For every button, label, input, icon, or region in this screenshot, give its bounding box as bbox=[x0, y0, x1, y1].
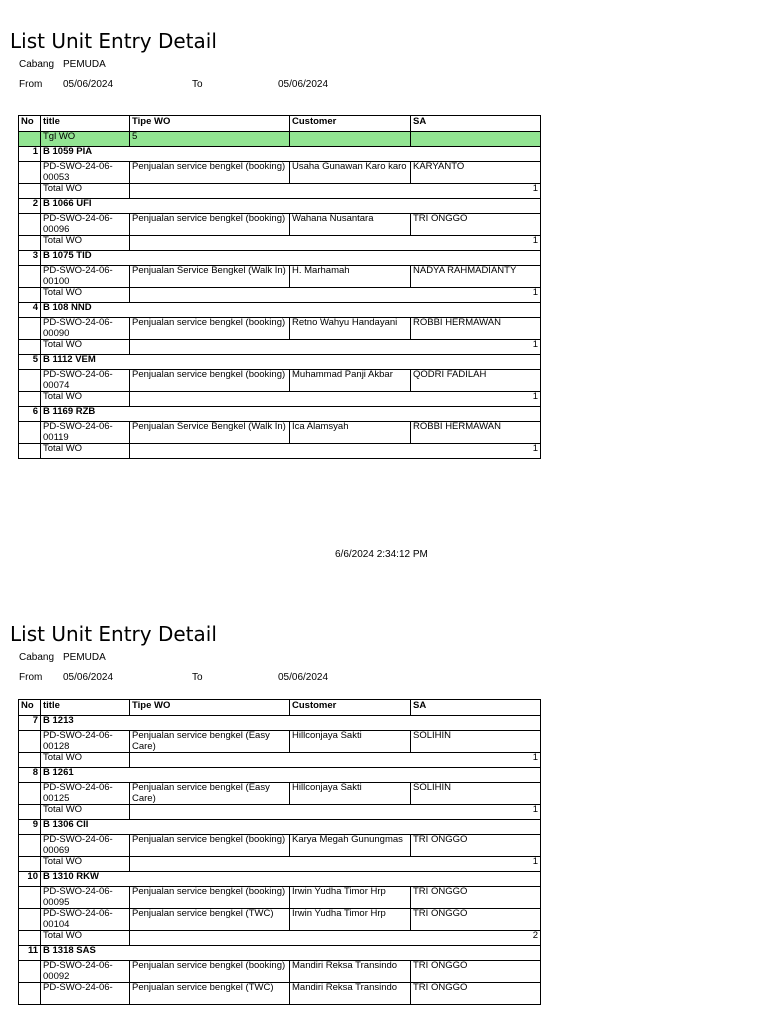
sa-name: QODRI FADILAH bbox=[411, 370, 541, 392]
vehicle-group-row bbox=[19, 407, 541, 422]
sa-name: KARYANTO bbox=[411, 162, 541, 184]
vehicle-group-row bbox=[19, 820, 541, 835]
tipe-wo: Penjualan service bengkel (Easy Care) bbox=[130, 783, 290, 805]
table-header-row bbox=[19, 700, 541, 716]
customer-name: Wahana Nusantara bbox=[290, 214, 411, 236]
plate-number: B 1112 VEM bbox=[41, 355, 541, 370]
header-no: No bbox=[19, 116, 41, 132]
wo-number: PD-SWO-24-06-00095 bbox=[41, 887, 130, 909]
blank-cell bbox=[19, 983, 41, 1005]
total-wo-count: 1 bbox=[130, 753, 541, 768]
blank-cell bbox=[19, 266, 41, 288]
row-number: 9 bbox=[19, 820, 41, 835]
blank-cell bbox=[19, 909, 41, 931]
plate-number: B 1059 PIA bbox=[41, 147, 541, 162]
unit-entry-table bbox=[18, 115, 541, 459]
total-wo-count: 1 bbox=[130, 288, 541, 303]
row-number: 5 bbox=[19, 355, 41, 370]
from-label: From bbox=[19, 79, 43, 90]
work-order-row bbox=[19, 783, 541, 805]
tipe-wo: Penjualan service bengkel (booking) bbox=[130, 835, 290, 857]
header-title: title bbox=[41, 116, 130, 132]
blank-cell bbox=[19, 961, 41, 983]
wo-number: PD-SWO-24-06-00074 bbox=[41, 370, 130, 392]
total-wo-row bbox=[19, 805, 541, 820]
plate-number: B 1306 CII bbox=[41, 820, 541, 835]
tipe-wo: Penjualan service bengkel (TWC) bbox=[130, 983, 290, 1005]
work-order-row bbox=[19, 983, 541, 1005]
work-order-row bbox=[19, 162, 541, 184]
group-rows bbox=[19, 716, 541, 1005]
header-sa: SA bbox=[411, 700, 541, 716]
total-wo-label: Total WO bbox=[41, 444, 130, 459]
customer-name: H. Marhamah bbox=[290, 266, 411, 288]
blank-cell bbox=[19, 931, 41, 946]
customer-name: Ica Alamsyah bbox=[290, 422, 411, 444]
row-number: 7 bbox=[19, 716, 41, 731]
blank-cell bbox=[19, 236, 41, 251]
from-label: From bbox=[19, 672, 43, 683]
work-order-row bbox=[19, 422, 541, 444]
blank-cell bbox=[19, 887, 41, 909]
sa-name: TRI ONGGO bbox=[411, 214, 541, 236]
group-rows bbox=[19, 147, 541, 459]
work-order-row bbox=[19, 835, 541, 857]
customer-name: Hillconjaya Sakti bbox=[290, 783, 411, 805]
total-wo-label: Total WO bbox=[41, 931, 130, 946]
plate-number: B 1213 bbox=[41, 716, 541, 731]
wo-number: PD-SWO-24-06-00125 bbox=[41, 783, 130, 805]
total-wo-row bbox=[19, 857, 541, 872]
customer-name: Karya Megah Gunungmas bbox=[290, 835, 411, 857]
vehicle-group-row bbox=[19, 946, 541, 961]
sa-name: ROBBI HERMAWAN bbox=[411, 422, 541, 444]
total-wo-row bbox=[19, 288, 541, 303]
customer-name: Irwin Yudha Timor Hrp bbox=[290, 909, 411, 931]
total-wo-count: 1 bbox=[130, 444, 541, 459]
total-wo-row bbox=[19, 236, 541, 251]
tipe-wo: Penjualan service bengkel (booking) bbox=[130, 887, 290, 909]
customer-name: Hillconjaya Sakti bbox=[290, 731, 411, 753]
tipe-wo: Penjualan service bengkel (booking) bbox=[130, 961, 290, 983]
wo-number: PD-SWO-24-06-00069 bbox=[41, 835, 130, 857]
tgl-wo-label: Tgl WO bbox=[41, 132, 130, 147]
plate-number: B 1066 UFI bbox=[41, 199, 541, 214]
row-number: 11 bbox=[19, 946, 41, 961]
from-date: 05/06/2024 bbox=[63, 672, 114, 683]
total-wo-row bbox=[19, 340, 541, 355]
blank-cell bbox=[19, 318, 41, 340]
customer-name: Retno Wahyu Handayani bbox=[290, 318, 411, 340]
header-customer: Customer bbox=[290, 700, 411, 716]
cabang-label: Cabang bbox=[19, 59, 55, 70]
to-label: To bbox=[192, 79, 203, 90]
row-number: 6 bbox=[19, 407, 41, 422]
total-wo-label: Total WO bbox=[41, 184, 130, 199]
row-number: 10 bbox=[19, 872, 41, 887]
blank-cell bbox=[19, 392, 41, 407]
total-wo-label: Total WO bbox=[41, 392, 130, 407]
wo-number: PD-SWO-24-06-00053 bbox=[41, 162, 130, 184]
blank-cell bbox=[19, 783, 41, 805]
blank-cell bbox=[19, 340, 41, 355]
wo-number: PD-SWO-24-06- bbox=[41, 983, 130, 1005]
vehicle-group-row bbox=[19, 872, 541, 887]
header-tipe-wo: Tipe WO bbox=[130, 700, 290, 716]
total-wo-row bbox=[19, 753, 541, 768]
total-wo-count: 1 bbox=[130, 184, 541, 199]
blank-cell bbox=[19, 835, 41, 857]
work-order-row bbox=[19, 887, 541, 909]
header-no: No bbox=[19, 700, 41, 716]
plate-number: B 108 NND bbox=[41, 303, 541, 318]
work-order-row bbox=[19, 370, 541, 392]
wo-number: PD-SWO-24-06-00128 bbox=[41, 731, 130, 753]
total-wo-count: 1 bbox=[130, 805, 541, 820]
plate-number: B 1075 TID bbox=[41, 251, 541, 266]
work-order-row bbox=[19, 961, 541, 983]
header-title: title bbox=[41, 700, 130, 716]
sa-name: SOLIHIN bbox=[411, 731, 541, 753]
sa-name: ROBBI HERMAWAN bbox=[411, 318, 541, 340]
tipe-wo: Penjualan service bengkel (booking) bbox=[130, 370, 290, 392]
row-number: 3 bbox=[19, 251, 41, 266]
table-header-row bbox=[19, 116, 541, 132]
print-timestamp: 6/6/2024 2:34:12 PM bbox=[335, 549, 428, 560]
total-wo-count: 1 bbox=[130, 392, 541, 407]
total-wo-label: Total WO bbox=[41, 753, 130, 768]
work-order-row bbox=[19, 318, 541, 340]
sa-name: TRI ONGGO bbox=[411, 835, 541, 857]
sa-name: TRI ONGGO bbox=[411, 983, 541, 1005]
blank-cell bbox=[19, 444, 41, 459]
plate-number: B 1169 RZB bbox=[41, 407, 541, 422]
tipe-wo: Penjualan service bengkel (TWC) bbox=[130, 909, 290, 931]
sa-name: TRI ONGGO bbox=[411, 961, 541, 983]
vehicle-group-row bbox=[19, 768, 541, 783]
header-sa: SA bbox=[411, 116, 541, 132]
row-number: 1 bbox=[19, 147, 41, 162]
vehicle-group-row bbox=[19, 716, 541, 731]
to-label: To bbox=[192, 672, 203, 683]
vehicle-group-row bbox=[19, 147, 541, 162]
row-number: 8 bbox=[19, 768, 41, 783]
blank-cell bbox=[19, 162, 41, 184]
customer-name: Irwin Yudha Timor Hrp bbox=[290, 887, 411, 909]
tgl-wo-row bbox=[19, 132, 541, 147]
customer-name: Mandiri Reksa Transindo bbox=[290, 961, 411, 983]
total-wo-label: Total WO bbox=[41, 805, 130, 820]
work-order-row bbox=[19, 266, 541, 288]
tipe-wo: Penjualan service bengkel (booking) bbox=[130, 214, 290, 236]
report-title: List Unit Entry Detail bbox=[10, 622, 217, 646]
row-number: 2 bbox=[19, 199, 41, 214]
cabang-label: Cabang bbox=[19, 652, 55, 663]
sa-name: NADYA RAHMADIANTY bbox=[411, 266, 541, 288]
blank-cell bbox=[19, 184, 41, 199]
customer-name: Usaha Gunawan Karo karo bbox=[290, 162, 411, 184]
total-wo-label: Total WO bbox=[41, 236, 130, 251]
blank-cell bbox=[19, 753, 41, 768]
customer-name: Mandiri Reksa Transindo bbox=[290, 983, 411, 1005]
tipe-wo: Penjualan service bengkel (Easy Care) bbox=[130, 731, 290, 753]
tipe-wo: Penjualan Service Bengkel (Walk In) bbox=[130, 422, 290, 444]
total-wo-row bbox=[19, 444, 541, 459]
customer-name: Muhammad Panji Akbar bbox=[290, 370, 411, 392]
plate-number: B 1318 SAS bbox=[41, 946, 541, 961]
wo-number: PD-SWO-24-06-00092 bbox=[41, 961, 130, 983]
total-wo-label: Total WO bbox=[41, 340, 130, 355]
total-wo-count: 1 bbox=[130, 857, 541, 872]
unit-entry-table bbox=[18, 699, 541, 1005]
blank-cell bbox=[19, 731, 41, 753]
work-order-row bbox=[19, 214, 541, 236]
total-wo-row bbox=[19, 392, 541, 407]
to-date: 05/06/2024 bbox=[278, 79, 329, 90]
from-date: 05/06/2024 bbox=[63, 79, 114, 90]
plate-number: B 1310 RKW bbox=[41, 872, 541, 887]
work-order-row bbox=[19, 731, 541, 753]
total-wo-count: 2 bbox=[130, 931, 541, 946]
blank-cell bbox=[19, 422, 41, 444]
vehicle-group-row bbox=[19, 251, 541, 266]
total-wo-label: Total WO bbox=[41, 288, 130, 303]
blank-cell bbox=[19, 214, 41, 236]
blank-cell bbox=[19, 805, 41, 820]
sa-name: TRI ONGGO bbox=[411, 887, 541, 909]
report-title: List Unit Entry Detail bbox=[10, 29, 217, 53]
cabang-value: PEMUDA bbox=[63, 652, 106, 663]
wo-number: PD-SWO-24-06-00090 bbox=[41, 318, 130, 340]
sa-name: TRI ONGGO bbox=[411, 909, 541, 931]
total-wo-label: Total WO bbox=[41, 857, 130, 872]
total-wo-count: 1 bbox=[130, 340, 541, 355]
total-wo-row bbox=[19, 184, 541, 199]
tipe-wo: Penjualan Service Bengkel (Walk In) bbox=[130, 266, 290, 288]
vehicle-group-row bbox=[19, 199, 541, 214]
blank-cell bbox=[19, 857, 41, 872]
tipe-wo: Penjualan service bengkel (booking) bbox=[130, 318, 290, 340]
cabang-value: PEMUDA bbox=[63, 59, 106, 70]
blank-cell bbox=[19, 370, 41, 392]
tipe-wo: Penjualan service bengkel (booking) bbox=[130, 162, 290, 184]
vehicle-group-row bbox=[19, 355, 541, 370]
work-order-row bbox=[19, 909, 541, 931]
sa-name: SOLIHIN bbox=[411, 783, 541, 805]
wo-number: PD-SWO-24-06-00104 bbox=[41, 909, 130, 931]
wo-number: PD-SWO-24-06-00096 bbox=[41, 214, 130, 236]
row-number: 4 bbox=[19, 303, 41, 318]
header-customer: Customer bbox=[290, 116, 411, 132]
total-wo-count: 1 bbox=[130, 236, 541, 251]
to-date: 05/06/2024 bbox=[278, 672, 329, 683]
wo-number: PD-SWO-24-06-00119 bbox=[41, 422, 130, 444]
plate-number: B 1261 bbox=[41, 768, 541, 783]
blank-cell bbox=[19, 288, 41, 303]
tgl-wo-count: 5 bbox=[130, 132, 290, 147]
total-wo-row bbox=[19, 931, 541, 946]
wo-number: PD-SWO-24-06-00100 bbox=[41, 266, 130, 288]
header-tipe-wo: Tipe WO bbox=[130, 116, 290, 132]
vehicle-group-row bbox=[19, 303, 541, 318]
